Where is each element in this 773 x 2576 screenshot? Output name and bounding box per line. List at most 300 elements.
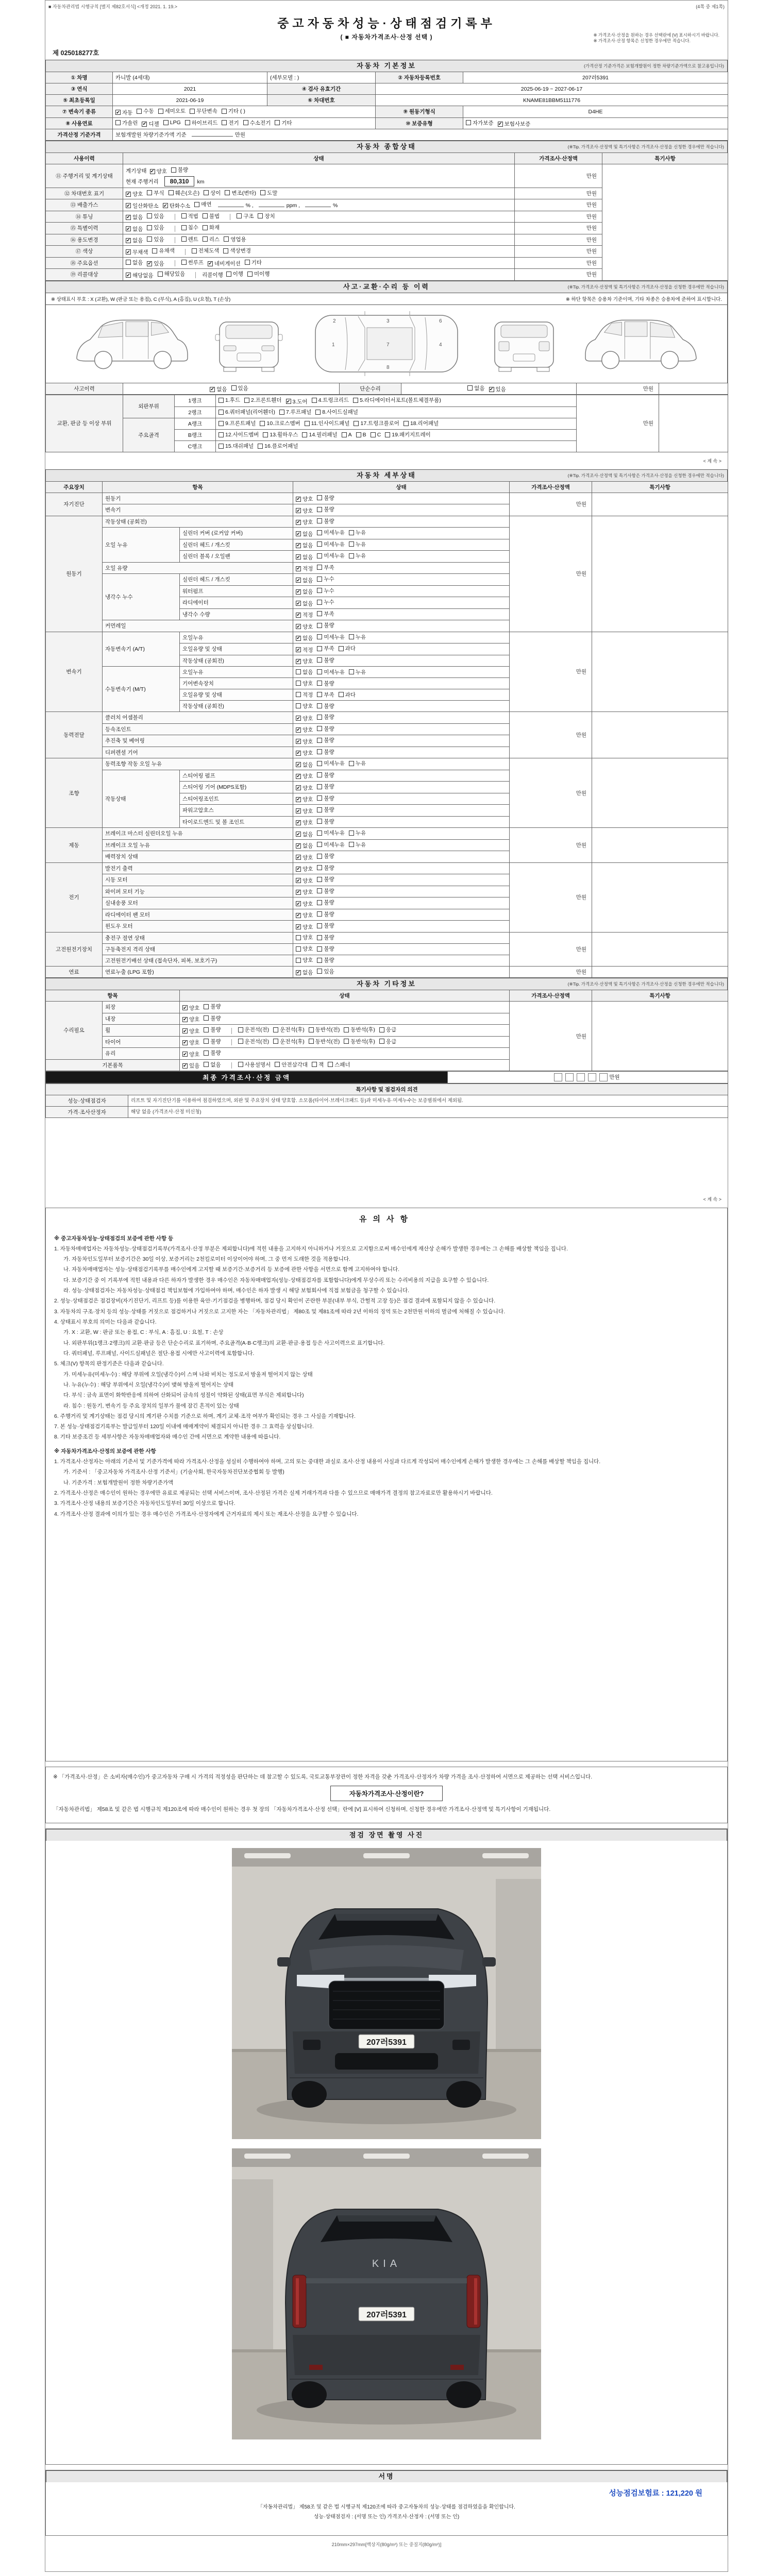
checkbox-label: 불량 (210, 1015, 221, 1022)
value-cell (293, 620, 510, 632)
checkbox-option[interactable] (296, 969, 313, 976)
checkbox-option[interactable] (317, 564, 334, 571)
header-cell: ⑧ 사용연료 (46, 117, 113, 129)
checkbox-label: 양호 (303, 519, 313, 526)
checkbox-option[interactable] (247, 270, 270, 278)
checkbox-option[interactable] (296, 611, 313, 619)
section-header-detail (45, 469, 728, 481)
checkbox-option[interactable] (238, 1038, 270, 1045)
checkbox-option[interactable] (296, 877, 313, 885)
checkbox-option[interactable] (317, 529, 345, 536)
checkbox-option[interactable] (328, 1061, 350, 1069)
checkbox-option[interactable] (317, 806, 334, 814)
checkbox-option[interactable] (296, 715, 313, 722)
checkbox-label: 적법 (188, 213, 198, 219)
checkbox-option[interactable] (317, 691, 334, 699)
license-plate-text: 207러5391 (366, 2310, 407, 2319)
checkbox-option[interactable] (349, 529, 366, 536)
checkbox-option[interactable] (163, 202, 191, 210)
checkbox-option[interactable] (126, 225, 143, 233)
checkbox-option[interactable] (296, 518, 313, 526)
checkbox-option[interactable] (317, 910, 334, 918)
checkbox-option[interactable] (169, 189, 200, 197)
checkbox-option[interactable] (224, 235, 246, 243)
checkbox-option[interactable] (126, 248, 148, 256)
item-label-cell: 오일 누유 (103, 528, 180, 563)
checkbox-label: 과다 (345, 646, 356, 652)
checkbox-label: 미세누유 (324, 553, 345, 559)
checkbox-option[interactable] (317, 680, 334, 687)
checkbox-label: 불량 (324, 795, 334, 802)
checkbox-option[interactable] (317, 517, 334, 525)
checkbox-option[interactable] (349, 841, 366, 849)
checkbox-option[interactable] (296, 784, 313, 792)
checkbox-option[interactable] (339, 645, 356, 652)
checkbox-option[interactable] (296, 726, 313, 734)
checkbox-label: 양호 (189, 1016, 200, 1023)
accident-history-table (45, 383, 728, 395)
checkbox-option[interactable] (349, 829, 366, 837)
unchecked-checkbox-icon (317, 495, 322, 500)
checkbox-option[interactable] (219, 396, 240, 404)
checkbox-option[interactable] (317, 656, 334, 664)
checkbox-label: 없음 (132, 238, 143, 244)
checkbox-option[interactable] (296, 668, 313, 676)
checkbox-option[interactable] (296, 588, 313, 596)
checkbox-option[interactable] (317, 922, 334, 929)
checkbox-option[interactable] (339, 691, 356, 699)
unchecked-checkbox-icon (171, 167, 176, 173)
checkbox-option[interactable] (182, 1015, 199, 1023)
value-cell (293, 851, 510, 863)
checkbox-option[interactable] (182, 1062, 199, 1070)
checkbox-option[interactable] (142, 120, 159, 128)
checkbox-label: 누유 (355, 830, 366, 836)
table-row (46, 83, 728, 95)
checkbox-option[interactable] (296, 900, 313, 908)
checkbox-option[interactable] (182, 1039, 199, 1046)
checkbox-option[interactable] (296, 577, 313, 584)
continued-marker: < 계 속 > (703, 1196, 721, 1202)
checkbox-option[interactable] (296, 819, 313, 826)
checkbox-option[interactable] (296, 646, 313, 654)
unchecked-checkbox-icon (317, 726, 322, 731)
checkbox-option[interactable] (126, 190, 143, 198)
checkbox-option[interactable] (222, 107, 245, 115)
checkbox-option[interactable] (258, 442, 298, 450)
checkbox-option[interactable] (296, 761, 313, 769)
checkbox-option[interactable] (260, 419, 300, 427)
checkbox-option[interactable] (243, 119, 271, 127)
checkbox-option[interactable] (296, 553, 313, 561)
unchecked-checkbox-icon (317, 577, 322, 582)
checkbox-option[interactable] (244, 396, 281, 404)
checkbox-option[interactable] (489, 385, 506, 393)
car-side-right-diagram-icon (584, 308, 701, 380)
notice-line: 1. 가격조사·산정자는 아래의 기준서 및 기준가격에 따라 가격조사·산정을 성실히 수행하여야 하며, 고의 또는 중대한 과실로 조사·산정 내용이 사실과 다르게 작성되어 매수인에게 손해가 발생한 경우에는 그 손해를 배상할 책임을 집니다. (54, 1459, 601, 1465)
checkbox-option[interactable] (273, 1026, 305, 1033)
checkbox-option[interactable] (219, 431, 259, 438)
checkbox-option[interactable] (182, 1004, 199, 1012)
unchecked-checkbox-icon (305, 421, 310, 426)
unchecked-checkbox-icon (245, 260, 250, 265)
checkbox-option[interactable] (296, 923, 313, 931)
checkbox-option[interactable] (237, 212, 254, 220)
unchecked-checkbox-icon (222, 120, 227, 125)
checkbox-option[interactable] (296, 600, 313, 607)
checkbox-option[interactable] (223, 247, 251, 255)
checkbox-option[interactable] (305, 419, 350, 427)
checkbox-option[interactable] (317, 540, 345, 548)
checkbox-label: 양호 (303, 957, 313, 964)
checkbox-label: 해당없음 (132, 272, 154, 279)
checkbox-option[interactable] (238, 1026, 270, 1033)
checkbox-option[interactable] (317, 505, 334, 513)
item-label-cell: 외장 (103, 1002, 180, 1013)
checkbox-option[interactable] (171, 165, 188, 175)
checkbox-option[interactable] (296, 945, 313, 953)
checkbox-option[interactable] (185, 119, 218, 127)
checkbox-label: 누유 (355, 841, 366, 848)
notice-body (46, 1227, 727, 1526)
checkbox-option[interactable] (225, 189, 256, 197)
checkbox-option[interactable] (467, 384, 484, 392)
checkbox-option[interactable] (317, 956, 334, 964)
checkbox-option[interactable] (317, 852, 334, 860)
value-cell (293, 551, 510, 563)
checkbox-option[interactable] (317, 633, 345, 641)
checkbox-option[interactable] (181, 224, 198, 231)
checkbox-option[interactable] (296, 495, 313, 503)
value-cell (123, 269, 515, 281)
checkbox-option[interactable] (379, 1038, 396, 1045)
checkbox-option[interactable] (317, 934, 334, 941)
checkbox-option[interactable] (317, 598, 334, 606)
checkbox-option[interactable] (317, 829, 345, 837)
checkbox-option[interactable] (317, 899, 334, 906)
checkbox-option[interactable] (258, 212, 275, 220)
checkbox-option[interactable] (203, 212, 220, 220)
checkbox-option[interactable] (296, 842, 313, 850)
checkbox-option[interactable] (317, 621, 334, 629)
checkbox-option[interactable] (296, 634, 313, 642)
checkbox-option[interactable] (219, 442, 254, 450)
unchecked-checkbox-icon (317, 646, 322, 651)
unchecked-checkbox-icon (317, 761, 322, 766)
checkbox-option[interactable] (385, 431, 430, 438)
checkbox-option[interactable] (222, 119, 239, 127)
checkbox-option[interactable] (210, 385, 227, 393)
unchecked-checkbox-icon (158, 272, 163, 277)
checked-checkbox-icon: ✔ (498, 121, 502, 126)
checkbox-option[interactable] (498, 120, 531, 128)
checkbox-option[interactable] (296, 702, 313, 710)
unchecked-checkbox-icon (315, 410, 321, 415)
checkbox-option[interactable] (147, 224, 164, 231)
checkbox-option[interactable] (296, 507, 313, 515)
checkbox-label: 전체도색 (198, 248, 220, 254)
checkbox-option[interactable] (349, 552, 366, 560)
checkbox-option[interactable] (296, 956, 313, 964)
checkbox-option[interactable] (312, 396, 349, 404)
checkbox-option[interactable] (317, 748, 334, 756)
checkbox-option[interactable] (317, 645, 334, 652)
checkbox-option[interactable] (260, 189, 277, 197)
checkbox-option[interactable] (275, 1061, 308, 1069)
checkbox-option[interactable] (317, 945, 334, 953)
checkbox-option[interactable] (353, 396, 441, 404)
checkbox-option[interactable] (115, 119, 138, 127)
price-cell: 만원 (510, 862, 592, 932)
value-cell (293, 770, 510, 782)
checkbox-option[interactable] (309, 1038, 340, 1045)
comment-cell: 리프트 및 자기진단기를 이용하여 점검하였으며, 외판 및 주요장치 상태 양호함. 소모품(타이어·브레이크패드 등)과 미세누유·미세누수는 보증범위에서 제외됨. (128, 1095, 728, 1107)
checkbox-option[interactable] (208, 260, 241, 267)
checkbox-option[interactable] (317, 794, 334, 802)
checkbox-option[interactable] (317, 713, 334, 721)
checkbox-option[interactable] (245, 259, 262, 266)
checkbox-option[interactable] (317, 759, 345, 767)
checkbox-option[interactable] (317, 864, 334, 872)
checkbox-option[interactable] (296, 831, 313, 838)
checkbox-option[interactable] (203, 235, 220, 243)
checkbox-label: 양호 (303, 866, 313, 872)
checkbox-option[interactable] (152, 247, 174, 255)
checkbox-option[interactable] (158, 270, 186, 278)
inspection-photo-front (232, 1848, 541, 2139)
unchecked-checkbox-icon (273, 1039, 278, 1044)
unchecked-checkbox-icon (317, 738, 322, 743)
unchecked-checkbox-icon (147, 225, 152, 230)
unchecked-checkbox-icon (247, 272, 253, 277)
value-cell (293, 793, 510, 805)
checkbox-option[interactable] (147, 189, 164, 197)
unchecked-checkbox-icon (344, 1039, 349, 1044)
checkbox-option[interactable] (219, 408, 275, 416)
checkbox-option[interactable] (312, 1061, 324, 1069)
blank-field (259, 201, 284, 207)
checkbox-option[interactable] (317, 494, 334, 502)
checkbox-label: 있음 (154, 225, 164, 231)
checkbox-label: 누유 (355, 634, 366, 640)
checkbox-option[interactable] (181, 212, 198, 220)
header-cell: 항목 (103, 481, 293, 493)
unchecked-checkbox-icon (317, 831, 322, 836)
checkbox-option[interactable] (317, 575, 334, 583)
table-row (46, 712, 728, 724)
remarks-cell (592, 632, 728, 712)
checkbox-option[interactable] (296, 738, 313, 745)
checkbox-option[interactable] (371, 432, 381, 438)
checkbox-option[interactable] (404, 419, 439, 427)
checkbox-label: 16.플로어패널 (264, 443, 298, 450)
group-label-cell: ⑫ 차대번호 표기 (46, 188, 123, 199)
checkbox-option[interactable] (317, 552, 345, 560)
unchecked-checkbox-icon (317, 854, 322, 859)
checkbox-option[interactable] (126, 259, 143, 266)
checkbox-option[interactable] (296, 657, 313, 665)
checkbox-option[interactable] (296, 691, 313, 699)
checkbox-option[interactable] (317, 736, 334, 744)
checkbox-option[interactable] (126, 213, 143, 221)
checkbox-option[interactable] (226, 270, 243, 278)
checkbox-option[interactable] (354, 419, 399, 427)
checkbox-option[interactable] (466, 119, 494, 127)
checkbox-option[interactable] (317, 668, 345, 676)
checkbox-option[interactable] (296, 854, 313, 861)
unchecked-checkbox-icon (275, 120, 280, 125)
item-label-cell: 실린더 헤드 / 개스킷 (180, 574, 293, 586)
checkbox-option[interactable] (296, 565, 313, 572)
legend-codes: ※ 상태표시 부호 : X (교환), W (판금 또는 용접), C (부식), A (흠집), U (요철), T (손상) (51, 296, 231, 302)
checkbox-option[interactable] (158, 107, 186, 115)
checkbox-option[interactable] (344, 1026, 375, 1033)
checkbox-option[interactable] (150, 167, 167, 176)
checkbox-option[interactable] (181, 235, 198, 243)
table-row (46, 966, 728, 978)
checkbox-option[interactable] (315, 408, 358, 416)
checkbox-option[interactable] (238, 1061, 271, 1069)
checkbox-option[interactable] (296, 888, 313, 896)
unchecked-checkbox-icon (204, 1027, 209, 1032)
checkbox-option[interactable] (190, 107, 217, 115)
checkbox-option[interactable] (309, 1026, 340, 1033)
checkbox-option[interactable] (126, 202, 159, 210)
checkbox-option[interactable] (204, 1061, 221, 1069)
checkbox-option[interactable] (204, 1038, 221, 1045)
checkbox-option[interactable] (349, 668, 366, 676)
subtitle-notes (593, 32, 719, 44)
unchecked-checkbox-icon (185, 120, 190, 125)
checkbox-option[interactable] (194, 200, 211, 208)
checkbox-option[interactable] (296, 865, 313, 873)
price-cell: 만원 (515, 188, 602, 199)
checkbox-option[interactable] (296, 911, 313, 919)
value-cell (293, 966, 510, 978)
checkbox-label: 양호 (132, 191, 143, 197)
checkbox-option[interactable] (147, 212, 164, 220)
checkbox-option[interactable] (182, 1027, 199, 1035)
checkbox-label: 적정 (303, 647, 313, 653)
checkbox-option[interactable] (204, 1049, 221, 1057)
checkbox-option[interactable] (231, 384, 248, 392)
checkbox-option[interactable] (204, 1014, 221, 1022)
checkbox-option[interactable] (163, 120, 181, 126)
checkbox-option[interactable] (296, 807, 313, 815)
checkbox-option[interactable] (317, 841, 345, 849)
checkbox-option[interactable] (317, 783, 334, 790)
value-cell (113, 106, 376, 118)
group-label-cell: 원동기 (46, 516, 103, 632)
checkbox-option[interactable] (342, 432, 352, 438)
unchecked-checkbox-icon (317, 842, 322, 847)
checkbox-option[interactable] (147, 260, 164, 267)
checkbox-option[interactable] (296, 541, 313, 549)
checkbox-option[interactable] (344, 1038, 375, 1045)
checkbox-option[interactable] (296, 530, 313, 538)
comprehensive-state-table (45, 152, 728, 281)
unchecked-checkbox-icon (317, 819, 322, 824)
item-label-cell: 와이퍼 모터 기능 (103, 886, 293, 897)
checkbox-option[interactable] (263, 431, 298, 438)
checked-checkbox-icon: ✔ (150, 168, 155, 174)
checkbox-option[interactable] (317, 875, 334, 883)
checkbox-label: 없음 (303, 589, 313, 595)
checkbox-option[interactable] (279, 408, 311, 416)
checkbox-option[interactable] (317, 771, 334, 779)
checkbox-option[interactable] (296, 749, 313, 757)
checkbox-option[interactable] (204, 189, 221, 197)
checkbox-option[interactable] (317, 587, 334, 595)
checkbox-option[interactable] (296, 795, 313, 803)
table-row (46, 828, 728, 840)
checkbox-label: 운전석(전) (244, 1038, 270, 1045)
header-cell: ② 자동차등록번호 (376, 72, 463, 83)
checkbox-option[interactable] (296, 934, 313, 941)
checkbox-option[interactable] (317, 610, 334, 618)
checkbox-option[interactable] (296, 623, 313, 631)
checkbox-option[interactable] (203, 224, 220, 231)
header-cell: ⑨ 원동기형식 (376, 106, 463, 118)
checkbox-option[interactable] (126, 272, 154, 279)
value-cell (293, 574, 510, 586)
checkbox-option[interactable] (317, 968, 334, 975)
checkbox-option[interactable] (182, 1050, 199, 1058)
item-label-cell: 변속기 (103, 504, 293, 516)
checkbox-label: 불량 (324, 495, 334, 501)
unchecked-checkbox-icon (317, 715, 322, 720)
checkbox-option[interactable] (349, 759, 366, 767)
photos-body (46, 1841, 727, 2446)
checkbox-option[interactable] (296, 772, 313, 780)
checkbox-option[interactable] (204, 1003, 221, 1010)
unchecked-checkbox-icon (312, 1062, 317, 1067)
checkbox-option[interactable] (192, 247, 220, 255)
checkbox-label: 기타 (281, 120, 292, 126)
checkbox-option[interactable] (273, 1038, 305, 1045)
value-cell: 2랭크 (175, 406, 216, 418)
checkbox-option[interactable] (137, 107, 154, 115)
checkbox-option[interactable] (317, 725, 334, 733)
checkbox-option[interactable] (219, 419, 256, 427)
checkbox-option[interactable] (181, 259, 204, 266)
checkbox-option[interactable] (317, 887, 334, 895)
checkbox-option[interactable] (275, 119, 292, 127)
checkbox-label: 없음 (303, 669, 313, 675)
checkbox-label: 안전삼각대 (281, 1061, 308, 1068)
checkbox-label: 불량 (324, 772, 334, 778)
checked-checkbox-icon: ✔ (296, 970, 300, 975)
checkbox-option[interactable] (115, 109, 132, 116)
checkbox-option[interactable] (126, 236, 143, 244)
checkbox-label: 불량 (324, 518, 334, 524)
checkbox-option[interactable] (296, 680, 313, 687)
checkbox-option[interactable] (147, 235, 164, 243)
checkbox-option[interactable] (317, 818, 334, 825)
checkbox-option[interactable] (379, 1026, 396, 1033)
checkbox-option[interactable] (204, 1026, 221, 1033)
checkbox-option[interactable] (286, 398, 308, 405)
checkbox-option[interactable] (349, 540, 366, 548)
checkbox-option[interactable] (317, 702, 334, 710)
checked-checkbox-icon: ✔ (296, 761, 300, 767)
checkbox-option[interactable] (349, 633, 366, 641)
checkbox-option[interactable] (302, 431, 337, 438)
table-row (46, 1072, 728, 1083)
section-title: 사고·교환·수리 등 이력 (343, 282, 430, 291)
item-label-cell: 브레이크 마스터 실린더오일 누유 (103, 828, 293, 840)
checkbox-option[interactable] (356, 432, 366, 438)
